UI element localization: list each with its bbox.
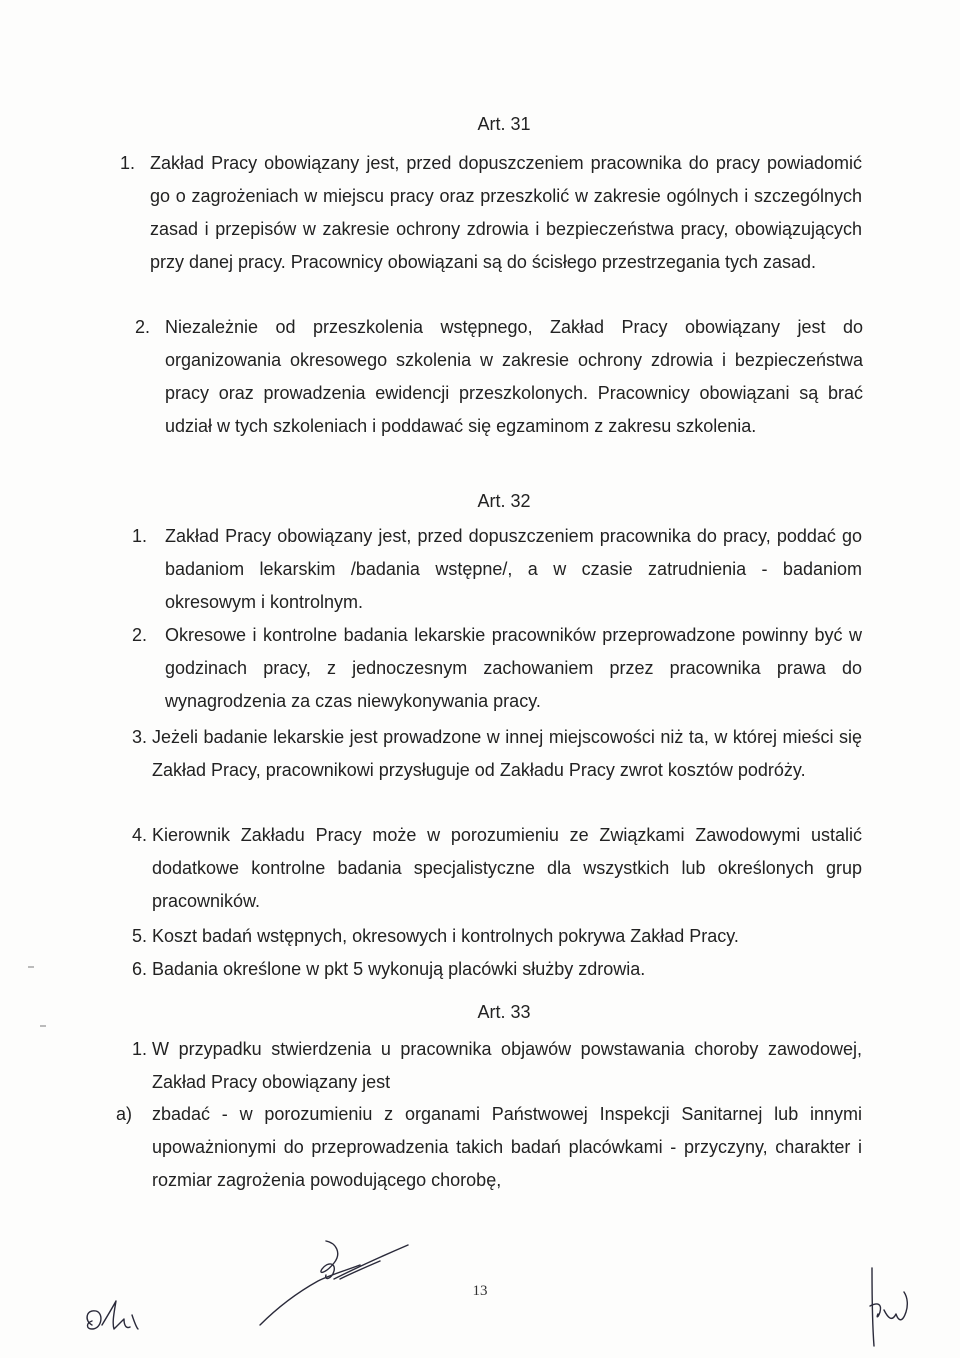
item-text: W przypadku stwierdzenia u pracownika objawów powstawania choroby zawodowej, Zakład Pracy obowiązany jest: [152, 1039, 862, 1092]
item-text: Koszt badań wstępnych, okresowych i kontrolnych pokrywa Zakład Pracy.: [152, 926, 739, 946]
article-32-heading: Art. 32: [477, 491, 531, 511]
item-number: 6.: [132, 959, 148, 979]
item-number: 2.: [132, 625, 148, 645]
article-31-heading: Art. 31: [477, 114, 531, 134]
article-33-heading: Art. 33: [477, 1002, 531, 1022]
item-text: Niezależnie od przeszkolenia wstępnego, Zakład Pracy obowiązany jest do organizowania okresowego szkolenia w zakresie ochrony zdrowia i bezpieczeństwa pracy oraz prowadzenia ewidencji przeszkolonych. Pracownicy obowiązani są brać udział w tych szkoleniach i poddawać się egzaminom z zakresu szkolenia.: [165, 317, 863, 436]
item-number: 3.: [132, 727, 148, 747]
item-number: 1.: [132, 526, 148, 546]
item-text: Zakład Pracy obowiązany jest, przed dopuszczeniem pracownika do pracy powiadomić go o zagrożeniach w miejscu pracy oraz przeszkolić w zakresie ogólnych i szczególnych zasad i przepisów w zakresie ochrony zdrowia i bezpieczeństwa pracy, obowiązujących przy danej pracy. Pracownicy obowiązani są do ścisłego przestrzegania tych zasad.: [150, 153, 862, 272]
art33-item-1: [132, 1033, 862, 1099]
art32-item-3: [132, 721, 862, 787]
art32-item-2: [132, 619, 862, 718]
item-number: 4.: [132, 825, 148, 845]
item-text: Kierownik Zakładu Pracy może w porozumieniu ze Związkami Zawodowymi ustalić dodatkowe kontrolne badania specjalistyczne dla wszystkich lub określonych grup pracowników.: [152, 825, 862, 911]
item-text: Badania określone w pkt 5 wykonują placówki służby zdrowia.: [152, 959, 646, 979]
art32-item-1: [132, 520, 862, 619]
item-text: Zakład Pracy obowiązany jest, przed dopuszczeniem pracownika do pracy, poddać go badaniom lekarskim /badania wstępne/, a w czasie zatrudnienia - badaniom okresowym i kontrolnym.: [165, 526, 862, 612]
initials-signature-left: [78, 1295, 158, 1345]
art31-item-2: [135, 311, 863, 443]
item-text: Jeżeli badanie lekarskie jest prowadzone w innej miejscowości niż ta, w której mieści się Zakład Pracy, pracownikowi przysługuje od Zakładu Pracy zwrot kosztów podróży.: [152, 727, 862, 780]
art32-item-4: [132, 819, 862, 918]
signature-right: [858, 1262, 918, 1352]
item-number: 5.: [132, 926, 148, 946]
item-number: a): [116, 1104, 133, 1124]
art31-item-1: [120, 147, 862, 279]
signature-center: [240, 1235, 430, 1335]
item-number: 1.: [120, 153, 136, 173]
art32-item-5: [132, 920, 862, 953]
art32-item-6: [132, 953, 862, 986]
scan-speck: [40, 1025, 46, 1027]
item-number: 1.: [132, 1039, 148, 1059]
item-text: Okresowe i kontrolne badania lekarskie pracowników przeprowadzone powinny być w godzinach pracy, z jednoczesnym zachowaniem przez pracownika prawa do wynagrodzenia za czas niewykonywania pracy.: [165, 625, 862, 711]
art33-item-a: [116, 1098, 862, 1197]
scan-speck: [28, 966, 34, 968]
page-number: 13: [472, 1283, 488, 1299]
item-text: zbadać - w porozumieniu z organami Państwowej Inspekcji Sanitarnej lub innymi upoważnionymi do przeprowadzenia takich badań placówkami - przyczyny, charakter i rozmiar zagrożenia powodującego chorobę,: [152, 1104, 862, 1190]
item-number: 2.: [135, 317, 151, 337]
